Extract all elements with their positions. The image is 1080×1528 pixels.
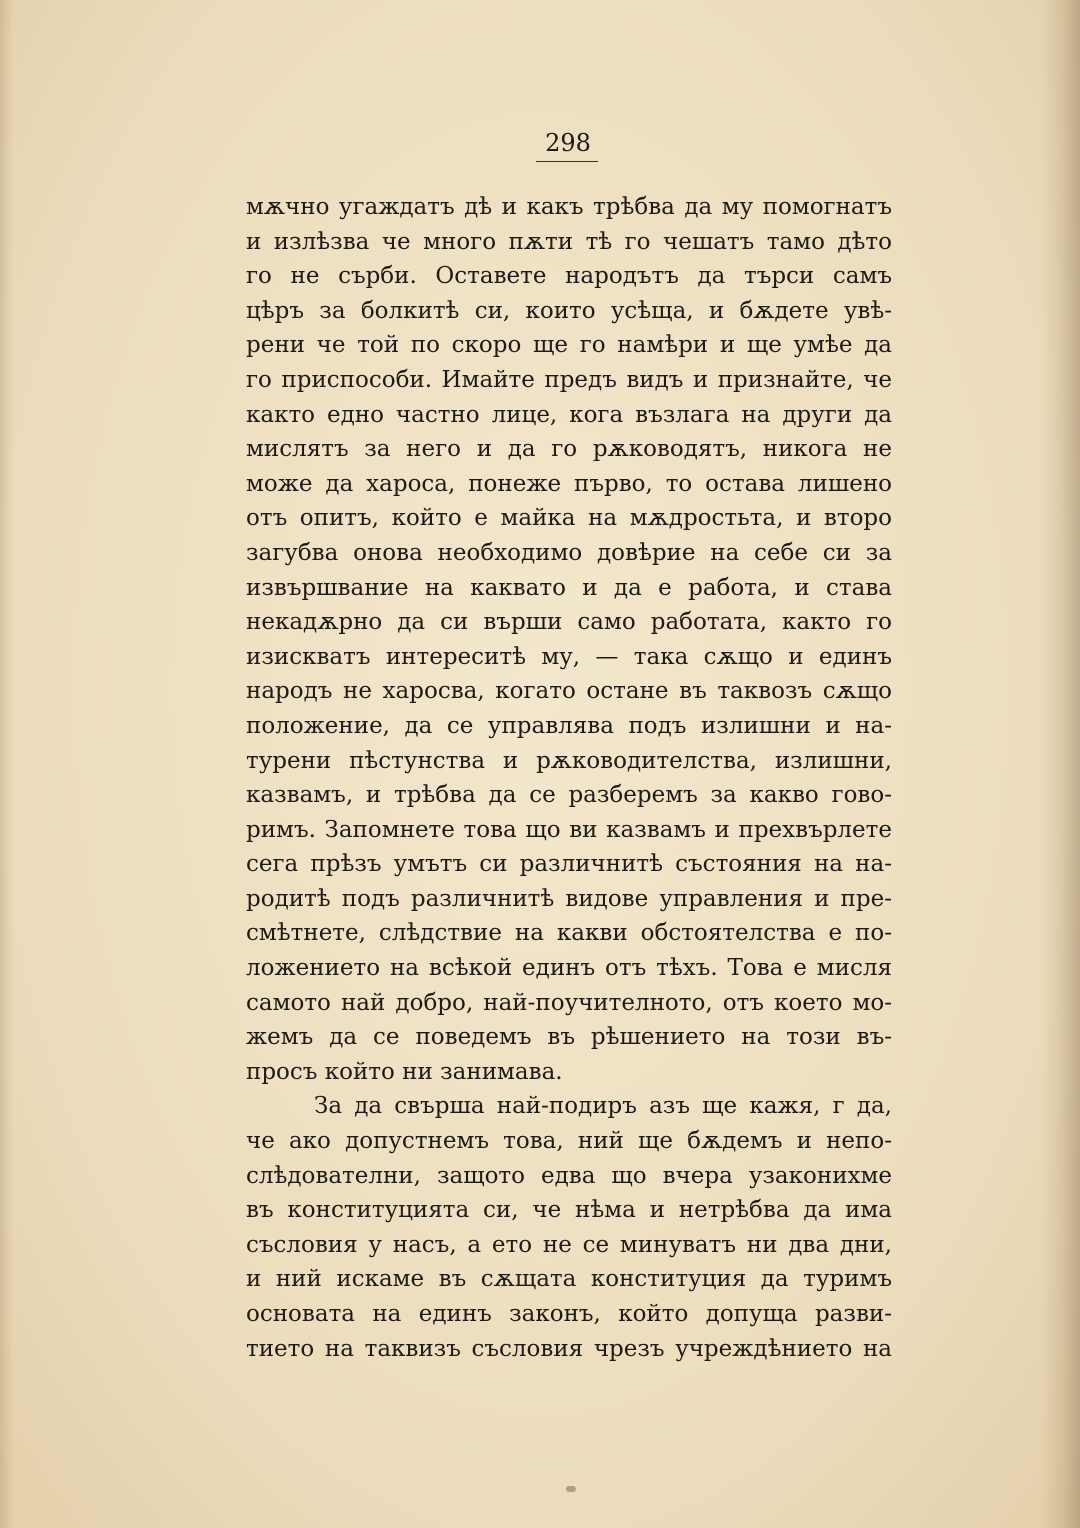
paragraph: [246, 190, 892, 1089]
text-line: слѣдователни, защото едва що вчера узаконихме: [246, 1162, 892, 1189]
text-line: казвамъ, и трѣбва да се разберемъ за какво гово-: [246, 782, 892, 809]
text-line: сега прѣзъ умътъ си различнитѣ състояния на на-: [246, 851, 892, 878]
text-line: го не сърби. Оставете народътъ да търси самъ: [246, 263, 892, 290]
text-line: просъ който ни занимава.: [246, 1058, 563, 1085]
text-line: самото най добро, най-поучителното, отъ което мо-: [246, 989, 892, 1016]
paragraph: [246, 1089, 892, 1366]
text-line: римъ. Запомнете това що ви казвамъ и прехвърлете: [246, 816, 892, 843]
text-line: некадѫрно да си върши само работата, както го: [246, 609, 892, 636]
text-line: рени че той по скоро ще го намѣри и ще умѣе да: [246, 332, 892, 359]
text-line: мислятъ за него и да го рѫководятъ, никога не: [246, 436, 892, 463]
body-text: [246, 190, 892, 1366]
text-line: въ конституцията си, че нѣма и нетрѣбва да има: [246, 1197, 892, 1224]
text-line: го приспособи. Имайте предъ видъ и признайте, че: [246, 366, 892, 393]
text-line: смѣтнете, слѣдствие на какви обстоятелства е по-: [246, 920, 892, 947]
page-right-edge-shadow: [1040, 0, 1080, 1528]
text-line: положение, да се управлява подъ излишни и на-: [246, 712, 892, 739]
text-line: изискватъ интереситѣ му, — така сѫщо и единъ: [246, 643, 892, 670]
page-number-underline: [536, 161, 598, 162]
text-line: тието на таквизъ съсловия чрезъ учреждѣнието на: [246, 1335, 892, 1362]
text-line: извършвание на каквато и да е работа, и става: [246, 574, 892, 601]
text-line: както едно частно лице, кога възлага на други да: [246, 401, 892, 428]
text-line: турени пѣстунства и рѫководителства, излишни,: [246, 747, 892, 774]
text-line: отъ опитъ, който е майка на мѫдростьта, и второ: [246, 505, 892, 532]
text-line: народъ не харосва, когато остане въ таквозъ сѫщо: [246, 678, 892, 705]
text-line: и излѣзва че много пѫти тѣ го чешатъ тамо дѣто: [246, 228, 892, 255]
text-line: може да хароса, понеже първо, то остава лишено: [246, 470, 892, 497]
text-line: родитѣ подъ различнитѣ видове управления и пре-: [246, 885, 892, 912]
text-line: За да свърша най-подиръ азъ ще кажя, г да,: [314, 1093, 892, 1120]
page-number: 298: [545, 129, 591, 157]
text-line: жемъ да се поведемъ въ рѣшението на този въ-: [246, 1024, 892, 1051]
page-left-edge-shadow: [0, 0, 14, 1528]
text-line: и ний искаме въ сѫщата конституция да туримъ: [246, 1266, 892, 1293]
text-line: съсловия у насъ, а ето не се минуватъ ни два дни,: [246, 1231, 892, 1258]
text-line: ложението на всѣкой единъ отъ тѣхъ. Това е мисля: [246, 955, 892, 982]
text-line: цѣръ за болкитѣ си, които усѣща, и бѫдете увѣ-: [246, 297, 892, 324]
text-line: загубва онова необходимо довѣрие на себе си за: [246, 539, 892, 566]
text-line: мѫчно угаждатъ дѣ и какъ трѣбва да му помогнатъ: [246, 194, 892, 220]
text-line: основата на единъ законъ, който допуща разви-: [246, 1301, 892, 1327]
ink-speck: [566, 1486, 576, 1492]
text-line: че ако допустнемъ това, ний ще бѫдемъ и непо-: [246, 1128, 892, 1155]
